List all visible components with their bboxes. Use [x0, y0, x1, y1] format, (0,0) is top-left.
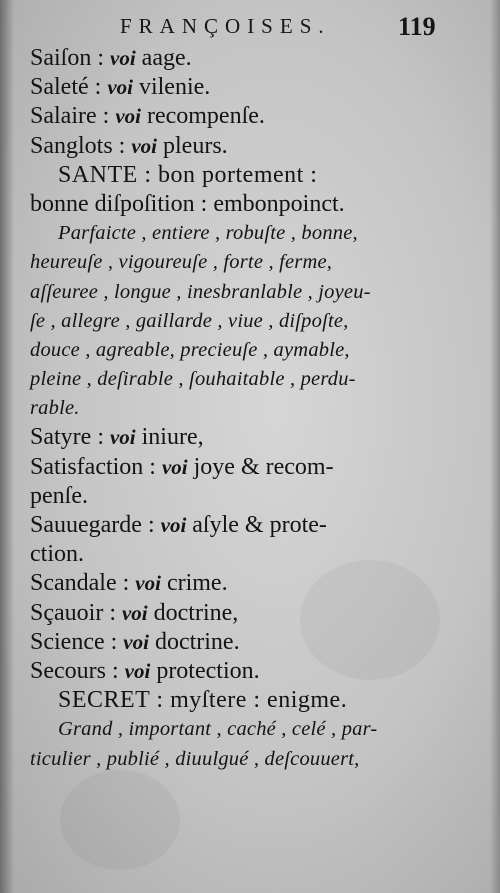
entry-headword: Satyre :	[30, 424, 110, 451]
epithet-list-line: pleine , deſirable , ſouhaitable , perdu-	[30, 368, 356, 391]
major-entry-heading: SANTE : bon portement :	[58, 161, 318, 188]
epithet-list-line: douce , agreable, precieuſe , aymable,	[30, 338, 350, 361]
dictionary-entry-line	[30, 423, 450, 452]
text-line: ction.	[30, 541, 84, 568]
epithet-list-line: ticulier , publié , diuulgué , deſcouuert,	[30, 747, 360, 770]
cross-reference-word: voi	[121, 600, 148, 625]
epithet-list-line: rable.	[30, 397, 80, 420]
entry-reference: iniure,	[135, 424, 204, 451]
page-edge-shadow	[490, 0, 500, 893]
entry-headword: Satisfaction :	[30, 453, 162, 480]
paper-stain	[60, 770, 180, 870]
entry-headword: Secours :	[30, 657, 125, 684]
entry-reference: doctrine.	[148, 628, 240, 655]
entry-reference: pleurs.	[157, 132, 228, 159]
epithet-list-line: ſe , allegre , gaillarde , viue , diſpoſte,	[30, 309, 349, 332]
dictionary-entry-line	[30, 73, 450, 102]
entry-headword: Scandale :	[30, 570, 136, 597]
cross-reference-word: voi	[107, 75, 133, 100]
dictionary-entry-line	[30, 132, 450, 161]
epithet-list-line: Grand , important , caché , celé , par-	[58, 718, 378, 741]
text-line: penſe.	[30, 482, 88, 509]
dictionary-entry-line	[30, 511, 450, 540]
major-entry-heading: SECRET : myſtere : enigme.	[58, 687, 348, 714]
entry-reference: aage.	[135, 45, 192, 71]
entry-reference: recompenſe.	[140, 103, 265, 130]
dictionary-entry-line	[30, 628, 450, 657]
dictionary-entry-line	[30, 599, 450, 628]
entry-reference: aſyle & prote-	[186, 512, 327, 538]
cross-reference-word: voi	[160, 513, 187, 537]
entry-headword: Sanglots :	[30, 132, 132, 159]
cross-reference-word: voi	[110, 46, 136, 70]
dictionary-entry-line	[30, 44, 450, 73]
epithet-list-line: aſſeuree , longue , inesbranlable , joyeu-	[30, 280, 371, 303]
cross-reference-word: voi	[123, 629, 149, 654]
entry-reference: doctrine,	[147, 599, 239, 626]
dictionary-entry-line	[30, 102, 450, 131]
cross-reference-word: voi	[124, 658, 151, 683]
entry-headword: Science :	[30, 628, 124, 655]
cross-reference-word: voi	[115, 104, 141, 129]
entry-headword: Sçauoir :	[30, 599, 122, 626]
dictionary-entry-line	[30, 657, 450, 686]
running-title: FRANÇOISES.	[120, 14, 331, 38]
entry-headword: Salaire :	[30, 103, 116, 130]
cross-reference-word: voi	[135, 571, 161, 596]
epithet-list-line: Parfaicte , entiere , robuſte , bonne,	[58, 222, 358, 245]
epithet-list-line: heureuſe , vigoureuſe , forte , ferme,	[30, 251, 333, 274]
text-line: bonne diſpoſition : embonpoinct.	[30, 190, 345, 217]
page-gutter-shadow	[0, 0, 14, 893]
running-head	[0, 14, 500, 44]
cross-reference-word: voi	[161, 454, 188, 479]
entry-headword: Saleté :	[30, 74, 108, 101]
entry-reference: protection.	[150, 657, 260, 684]
dictionary-entry-line	[30, 569, 450, 598]
cross-reference-word: voi	[109, 425, 136, 450]
entry-headword: Saiſon :	[30, 45, 111, 71]
cross-reference-word: voi	[131, 133, 157, 158]
page-number: 119	[398, 12, 436, 41]
entry-reference: vilenie.	[132, 74, 211, 101]
dictionary-entry-line	[30, 453, 450, 482]
entry-reference: crime.	[160, 570, 228, 597]
entry-reference: joye & recom-	[187, 453, 334, 480]
dictionary-text	[30, 44, 450, 774]
entry-headword: Sauuegarde :	[30, 512, 161, 538]
